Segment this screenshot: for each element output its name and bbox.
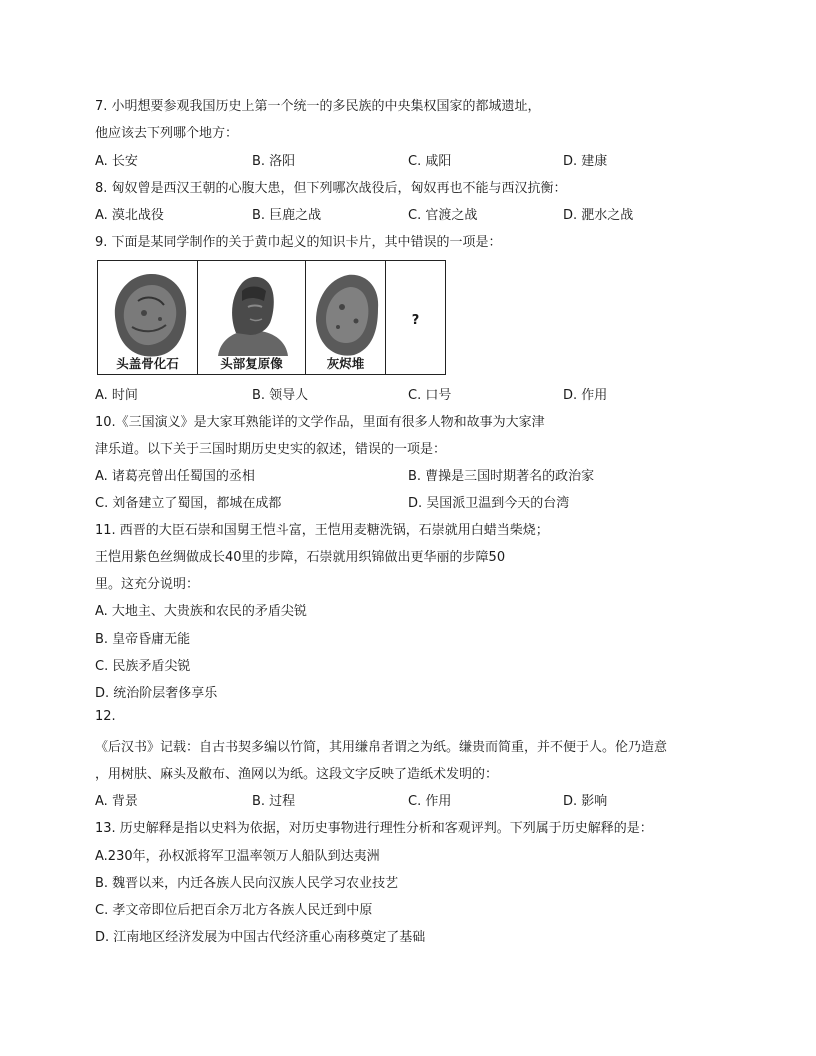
q7-option-a: A. 长安	[95, 154, 138, 169]
q10-option-a: A. 诸葛亮曾出任蜀国的丞相	[95, 469, 255, 484]
q8-option-d: D. 淝水之战	[563, 208, 634, 223]
card-question-mark: ?	[411, 313, 420, 328]
q13-option-c: C. 孝文帝即位后把百余万北方各族人民迁到中原	[95, 903, 373, 918]
card-head-reconstruction	[198, 261, 306, 374]
q9-option-c: C. 口号	[408, 388, 452, 403]
q10-option-b: B. 曹操是三国时期著名的政治家	[408, 469, 595, 484]
q10-stem-line1: 10.《三国演义》是大家耳熟能详的文学作品，里面有很多人物和故事为大家津	[95, 415, 545, 430]
q8-stem: 8. 匈奴曾是西汉王朝的心腹大患，但下列哪次战役后，匈奴再也不能与西汉抗衡：	[95, 181, 567, 196]
q8-option-c: C. 官渡之战	[408, 208, 478, 223]
q11-stem-line2: 王恺用紫色丝绸做成长40里的步障，石崇就用织锦做出更华丽的步障50	[95, 550, 506, 565]
q13-stem: 13. 历史解释是指以史料为依据，对历史事物进行理性分析和客观评判。下列属于历史解释的是：	[95, 821, 653, 836]
card-ash-pile	[306, 261, 386, 374]
q12-option-d: D. 影响	[563, 794, 608, 809]
card-caption-2: 头部复原像	[220, 356, 283, 371]
q7-option-b: B. 洛阳	[252, 154, 296, 169]
q11-option-d: D. 统治阶层奢侈享乐	[95, 686, 218, 701]
q10-stem-line2: 津乐道。以下关于三国时期历史史实的叙述，错误的一项是：	[95, 442, 447, 457]
q7-stem-line2: 他应该去下列哪个地方：	[95, 126, 239, 141]
q13-option-b: B. 魏晋以来，内迁各族人民向汉族人民学习农业技艺	[95, 876, 399, 891]
q12-stem-line1: 《后汉书》记载：自古书契多编以竹简，其用缣帛者谓之为纸。缣贵而简重，并不便于人。伦乃造意	[95, 740, 668, 755]
card-caption-1: 头盖骨化石	[116, 356, 179, 371]
card-unknown	[386, 261, 445, 374]
q11-stem-line3: 里。这充分说明：	[95, 577, 200, 592]
q12-option-a: A. 背景	[95, 794, 138, 809]
q8-option-a: A. 漠北战役	[95, 208, 164, 223]
q7-stem-line1: 7. 小明想要参观我国历史上第一个统一的多民族的中央集权国家的都城遗址，	[95, 99, 541, 114]
q8-option-b: B. 巨鹿之战	[252, 208, 322, 223]
q7-option-d: D. 建康	[563, 154, 608, 169]
q12-stem-line2: ，用树肤、麻头及敝布、渔网以为纸。这段文字反映了造纸术发明的：	[95, 767, 499, 782]
q12-option-c: C. 作用	[408, 794, 452, 809]
q10-option-c: C. 刘备建立了蜀国，都城在成都	[95, 496, 282, 511]
q11-option-b: B. 皇帝昏庸无能	[95, 632, 191, 647]
q7-option-c: C. 咸阳	[408, 154, 452, 169]
q11-stem-line1: 11. 西晋的大臣石崇和国舅王恺斗富，王恺用麦糖洗锅，石崇就用白蜡当柴烧；	[95, 523, 549, 538]
q13-option-a: A.230年，孙权派将军卫温率领万人船队到达夷洲	[95, 849, 380, 864]
q10-option-d: D. 吴国派卫温到今天的台湾	[408, 496, 570, 511]
q11-option-c: C. 民族矛盾尖锐	[95, 659, 191, 674]
q11-option-a: A. 大地主、大贵族和农民的矛盾尖锐	[95, 604, 307, 619]
q9-option-d: D. 作用	[563, 388, 608, 403]
q9-option-a: A. 时间	[95, 388, 138, 403]
q9-option-b: B. 领导人	[252, 388, 309, 403]
q13-option-d: D. 江南地区经济发展为中国古代经济重心南移奠定了基础	[95, 930, 426, 945]
q12-number: 12.	[95, 709, 116, 724]
card-skull-fossil	[98, 261, 198, 374]
knowledge-card-strip	[97, 260, 446, 375]
q9-stem: 9. 下面是某同学制作的关于黄巾起义的知识卡片，其中错误的一项是：	[95, 235, 502, 250]
card-caption-3: 灰烬堆	[326, 356, 365, 371]
q12-option-b: B. 过程	[252, 794, 296, 809]
